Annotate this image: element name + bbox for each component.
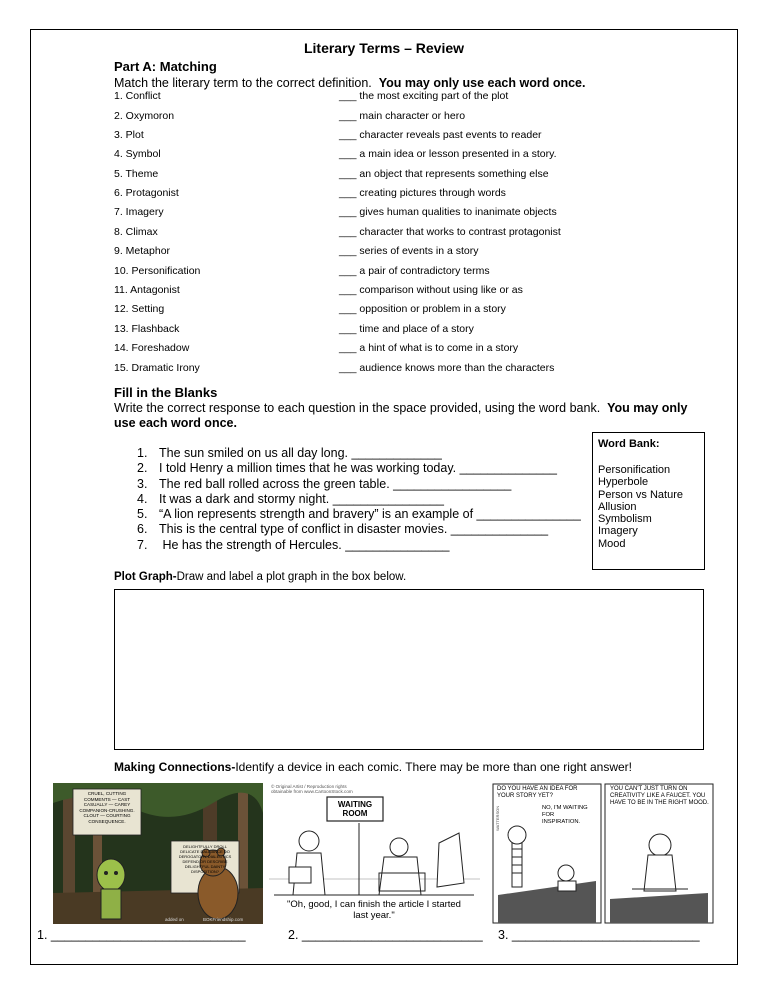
fill-blank-number: 7. <box>137 537 148 552</box>
fill-blank-number: 4. <box>137 491 148 506</box>
fill-blank-item[interactable] <box>137 477 581 492</box>
word-bank-item: Symbolism <box>598 513 652 526</box>
matching-definition[interactable]: ___ an object that represents something else <box>339 168 549 180</box>
matching-row <box>114 90 594 104</box>
matching-row <box>114 168 594 182</box>
matching-definition[interactable]: ___ a hint of what is to come in a story <box>339 342 519 354</box>
matching-term: 6. Protagonist <box>114 187 179 199</box>
matching-definition[interactable]: ___ comparison without using like or as <box>339 284 523 296</box>
comic-1-caption-bottom: DELIGHTFULLY DROLL DELICATE DALLIANCE DO DEROGATORY DIALECTICS DEFEND OR DESCRIBE DELIGHTFUL DAINTY DISPOSITION? <box>178 844 232 874</box>
fill-blanks-list <box>137 446 581 553</box>
fill-blank-item[interactable] <box>137 522 581 537</box>
fill-blank-text: I told Henry a million times that he was working today. ______________ <box>159 461 557 476</box>
fill-blank-text: “A lion represents strength and bravery” is an example of _______________ <box>159 507 581 522</box>
matching-definition[interactable]: ___ time and place of a story <box>339 323 474 335</box>
matching-row <box>114 362 594 376</box>
matching-definition[interactable]: ___ character that works to contrast protagonist <box>339 226 561 238</box>
matching-definition[interactable]: ___ creating pictures through words <box>339 187 506 199</box>
fill-blank-item[interactable] <box>137 446 581 461</box>
word-bank-item: Mood <box>598 537 626 550</box>
plot-graph-drawing-box[interactable] <box>114 589 704 750</box>
comic-1-caption-top: CRUEL, CUTTING COMMENTS — CAST CASUALLY — CAREY COMPANION-CRUSHING. CLOUT — COURTING CONSEQUENCE. <box>79 791 135 824</box>
matching-term: 13. Flashback <box>114 323 180 335</box>
matching-definition[interactable]: ___ series of events in a story <box>339 245 479 257</box>
matching-term: 10. Personification <box>114 265 201 277</box>
comic-1-footer-right: BOKFriendship.com <box>203 917 244 922</box>
word-bank-title: Word Bank: <box>598 438 660 450</box>
word-bank-item: Allusion <box>598 500 637 513</box>
matching-term: 8. Climax <box>114 226 158 238</box>
matching-row <box>114 245 594 259</box>
matching-term: 15. Dramatic Irony <box>114 362 200 374</box>
plot-graph-heading: Plot Graph-Draw and label a plot graph in the box below. <box>114 571 407 583</box>
word-bank-item: Person vs Nature <box>598 488 683 501</box>
fill-blank-number: 3. <box>137 476 148 491</box>
comic-3 <box>492 783 714 924</box>
matching-definition[interactable]: ___ gives human qualities to inanimate objects <box>339 206 557 218</box>
comic-2 <box>269 783 480 924</box>
part-a-heading: Part A: Matching <box>114 59 217 74</box>
matching-row <box>114 187 594 201</box>
matching-term: 12. Setting <box>114 303 165 315</box>
matching-definition[interactable]: ___ a main idea or lesson presented in a story. <box>339 148 557 160</box>
answer-line-3[interactable]: 3. ___________________________ <box>498 928 700 942</box>
part-a-instruction: Match the literary term to the correct definition. You may only use each word once. <box>114 76 586 90</box>
fill-blank-number: 5. <box>137 507 148 522</box>
matching-definition[interactable]: ___ audience knows more than the characters <box>339 362 555 374</box>
matching-row <box>114 284 594 298</box>
matching-row <box>114 110 594 124</box>
matching-term: 14. Foreshadow <box>114 342 190 354</box>
comic-3-bubble-3: YOU CAN'T JUST TURN ON CREATIVITY LIKE A FAUCET. YOU HAVE TO BE IN THE RIGHT MOOD. <box>610 786 709 806</box>
answer-line-2[interactable]: 2. __________________________ <box>288 928 483 942</box>
matching-definition[interactable]: ___ character reveals past events to reader <box>339 129 542 141</box>
fill-blank-number: 1. <box>137 446 148 460</box>
comic-1 <box>53 783 263 924</box>
fill-blank-number: 6. <box>137 522 148 537</box>
matching-row <box>114 265 594 279</box>
fill-blank-number: 2. <box>137 461 148 476</box>
fill-blank-text: This is the central type of conflict in disaster movies. ______________ <box>159 522 549 537</box>
fill-blank-text: It was a dark and stormy night. ________________ <box>159 491 444 506</box>
comic-3-bubble-2: NO, I'M WAITING FOR INSPIRATION. <box>542 805 588 825</box>
matching-definition[interactable]: ___ opposition or problem in a story <box>339 303 506 315</box>
comic-2-credit: © Original Artist / Reproduction rights obtainable from www.CartoonStock.com <box>271 784 353 794</box>
matching-term: 9. Metaphor <box>114 245 171 257</box>
comic-2-sign: WAITING ROOM <box>337 800 373 818</box>
matching-row <box>114 323 594 337</box>
connections-heading: Making Connections-Identify a device in each comic. There may be more than one right answer! <box>114 760 632 774</box>
fill-blank-item[interactable] <box>137 507 581 522</box>
fill-blank-text: The red ball rolled across the green table. _________________ <box>159 476 512 491</box>
matching-definition[interactable]: ___ a pair of contradictory terms <box>339 265 490 277</box>
matching-term: 4. Symbol <box>114 148 161 160</box>
fill-blanks-instruction-1: Write the correct response to each question in the space provided, using the word bank. You may only <box>114 401 688 415</box>
comic-3-signature: WATTERSON <box>495 805 500 831</box>
comic-2-caption: "Oh, good, I can finish the article I started last year." <box>287 899 461 921</box>
matching-row <box>114 303 594 317</box>
matching-term: 3. Plot <box>114 129 144 141</box>
matching-row <box>114 342 594 356</box>
fill-blank-item[interactable] <box>137 492 581 507</box>
word-bank-item: Personification <box>598 464 671 476</box>
comic-3-bubble-1: DO YOU HAVE AN IDEA FOR YOUR STORY YET? <box>497 786 578 799</box>
matching-row <box>114 206 594 220</box>
word-bank-item: Hyperbole <box>598 476 649 489</box>
comic-1-footer-left: added on <box>165 917 184 922</box>
fill-blank-item[interactable] <box>137 461 581 476</box>
matching-term: 11. Antagonist <box>114 284 180 296</box>
word-bank-item: Imagery <box>598 525 638 538</box>
matching-row <box>114 129 594 143</box>
page-title: Literary Terms – Review <box>303 40 465 56</box>
matching-definition[interactable]: ___ the most exciting part of the plot <box>339 90 509 102</box>
answer-line-1[interactable]: 1. ____________________________ <box>37 928 246 942</box>
fill-blank-item[interactable] <box>137 538 581 553</box>
matching-term: 5. Theme <box>114 168 159 180</box>
matching-term: 7. Imagery <box>114 206 164 218</box>
word-bank <box>592 432 705 570</box>
fill-blank-text: The sun smiled on us all day long. _____________ <box>159 446 442 460</box>
matching-definition[interactable]: ___ main character or hero <box>339 110 466 122</box>
matching-term: 2. Oxymoron <box>114 110 175 122</box>
fill-blank-text: He has the strength of Hercules. _______________ <box>159 537 450 552</box>
fill-blanks-heading: Fill in the Blanks <box>114 385 218 400</box>
matching-row <box>114 148 594 162</box>
fill-blanks-instruction-2: use each word once. <box>114 416 237 430</box>
matching-row <box>114 226 594 240</box>
matching-term: 1. Conflict <box>114 90 161 102</box>
